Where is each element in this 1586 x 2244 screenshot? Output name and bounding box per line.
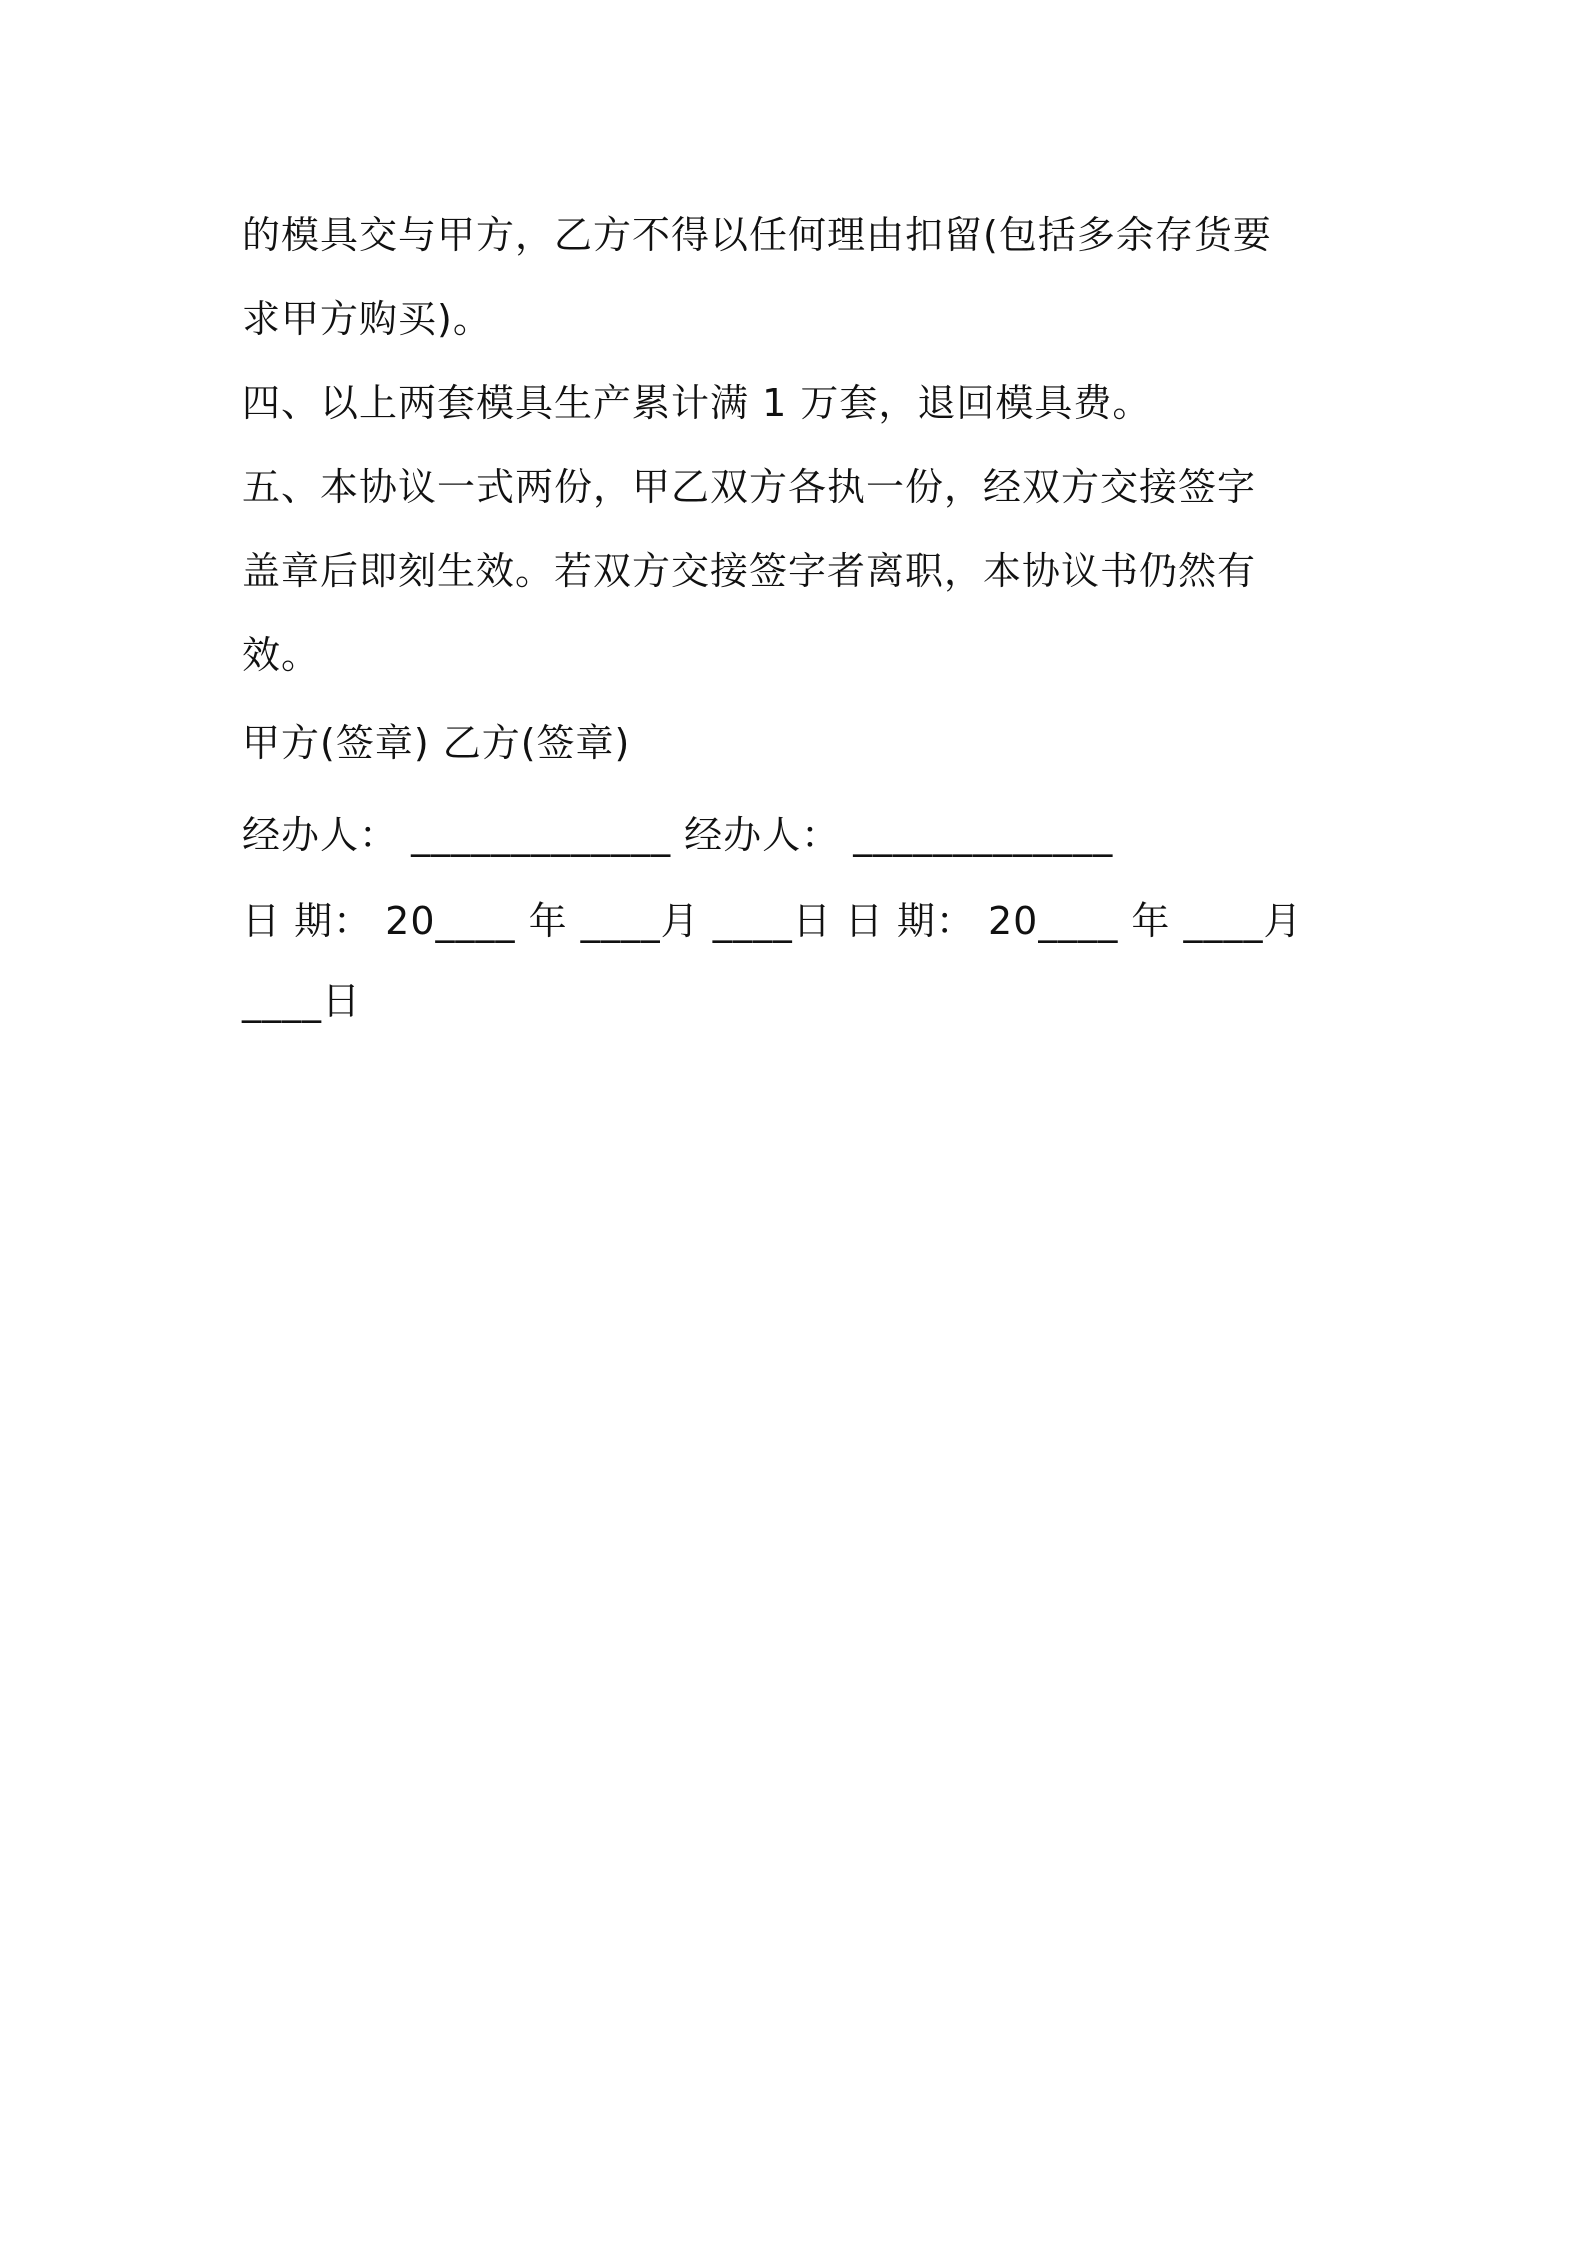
clause-four: 四、以上两套模具生产累计满 1 万套，退回模具费。 [242, 381, 1152, 425]
clause-five-line-2: 盖章后即刻生效。若双方交接签字者离职，本协议书仍然有 [242, 549, 1257, 593]
date-line-1: 日 期： 20____ 年 ____月 ____日 日 期： 20____ 年 ____月 [242, 899, 1303, 943]
document-body [242, 193, 1354, 1041]
clause-five-line-3: 效。 [242, 633, 321, 677]
text-line-2: 求甲方购买)。 [242, 297, 492, 341]
agent-line: 经办人： _____________ 经办人： _____________ [242, 813, 1114, 857]
text-line-1: 的模具交与甲方，乙方不得以任何理由扣留(包括多余存货要 [242, 213, 1272, 257]
date-line-2: ____日 [242, 979, 362, 1023]
clause-five-line-1: 五、本协议一式两份，甲乙双方各执一份，经双方交接签字 [242, 465, 1257, 509]
seal-line: 甲方(签章) 乙方(签章) [242, 721, 631, 765]
